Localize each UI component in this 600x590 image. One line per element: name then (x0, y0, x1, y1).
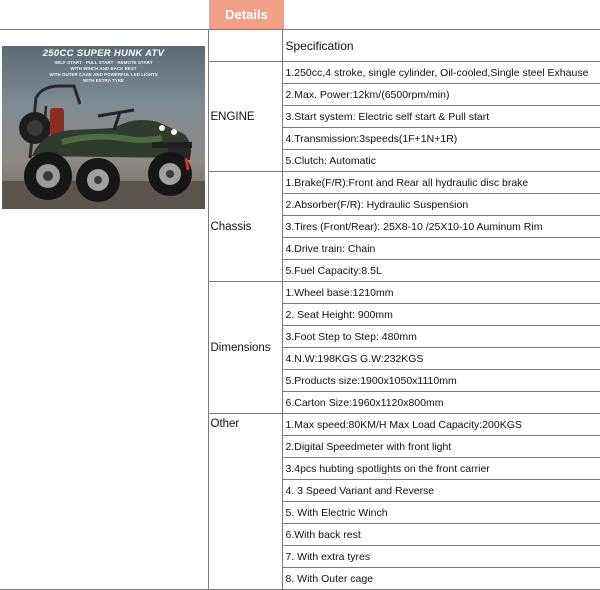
spec-row: 5.Clutch: Automatic (282, 150, 600, 172)
header-spacer-cell (208, 30, 282, 62)
spec-row: 3.Tires (Front/Rear): 25X8-10 /25X10-10 Auminum Rim (282, 216, 600, 238)
spec-row: 6.Carton Size:1960x1120x800mm (282, 392, 600, 414)
spec-row: 1.Wheel base:1210mm (282, 282, 600, 304)
group-other: Other (208, 414, 282, 590)
spec-row: 4. 3 Speed Variant and Reverse (282, 480, 600, 502)
spec-row: 6.With back rest (282, 524, 600, 546)
spec-row: 3.Start system: Electric self start & Pull start (282, 106, 600, 128)
spec-row: 7. With extra tyres (282, 546, 600, 568)
specification-table (0, 29, 600, 590)
specification-header: Specification (282, 30, 600, 62)
group-dimensions: Dimensions (208, 282, 282, 414)
spec-row: 5. With Electric Winch (282, 502, 600, 524)
spec-row: 4.N.W:198KGS G.W:232KGS (282, 348, 600, 370)
photo-title: 250CC SUPER HUNK ATV (42, 48, 165, 59)
spec-row: 8. With Outer cage (282, 568, 600, 590)
spec-row: 3.4pcs hubting spotlights on the front carrier (282, 458, 600, 480)
group-chassis: Chassis (208, 172, 282, 282)
spec-row: 2. Seat Height: 900mm (282, 304, 600, 326)
spec-row: 2.Max. Power:12km/(6500rpm/min) (282, 84, 600, 106)
spec-row: 4.Transmission:3speeds(1F+1N+1R) (282, 128, 600, 150)
spec-row: 2.Absorber(F/R): Hydraulic Suspension (282, 194, 600, 216)
details-tab[interactable]: Details (209, 0, 284, 29)
product-photo-cell (0, 30, 208, 590)
spec-row: 5.Fuel Capacity:8.5L (282, 260, 600, 282)
photo-subtitle: SELF START · PULL START · REMOTE START WITH WINCH AND BACK REST WITH OUTER CAGE AND POWERFUL LED LIGHTS WITH EXTRA TYRE (49, 60, 158, 83)
spec-row: 1.Max speed:80KM/H Max Load Capacity:200KGS (282, 414, 600, 436)
spec-row: 2.Digital Speedmeter with front light (282, 436, 600, 458)
atv-product-photo (2, 46, 205, 209)
spec-row: 3.Foot Step to Step: 480mm (282, 326, 600, 348)
spec-row: 4.Drive train: Chain (282, 238, 600, 260)
group-engine: ENGINE (208, 62, 282, 172)
spec-row: 1.250cc,4 stroke, single cylinder, Oil-cooled,Single steel Exhause (282, 62, 600, 84)
spec-row: 1.Brake(F/R):Front and Rear all hydraulic disc brake (282, 172, 600, 194)
spec-row: 5.Products size:1900x1050x1110mm (282, 370, 600, 392)
